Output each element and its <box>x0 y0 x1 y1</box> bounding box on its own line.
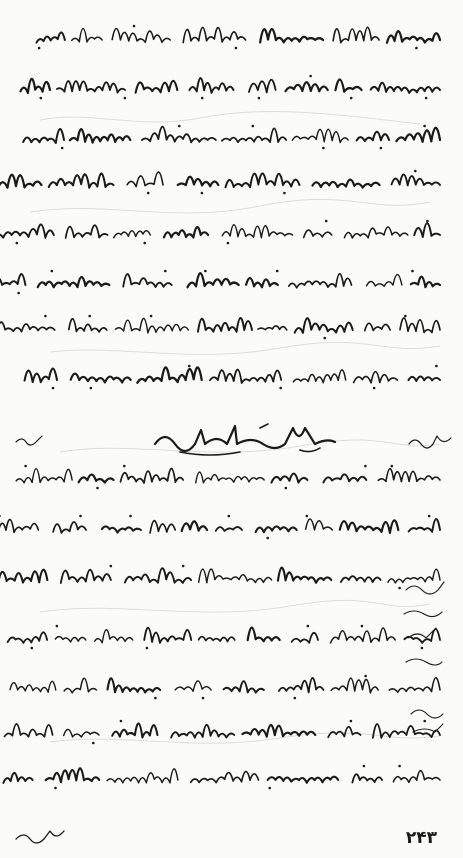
diacritic-dot <box>283 192 286 195</box>
margin-note-left-3 <box>405 700 460 740</box>
handwritten-word <box>136 81 178 93</box>
diacritic-dot <box>307 625 310 628</box>
handwritten-line <box>0 220 440 245</box>
handwritten-word <box>69 319 107 332</box>
diacritic-dot <box>17 292 20 295</box>
diacritic-dot <box>123 465 126 468</box>
handwritten-word <box>268 777 338 783</box>
handwritten-line <box>4 720 440 745</box>
diacritic-dot <box>404 315 407 318</box>
handwritten-word <box>64 729 99 737</box>
handwritten-word <box>3 773 32 783</box>
handwritten-word <box>331 678 378 693</box>
handwritten-word <box>142 127 216 143</box>
diacritic-dot <box>79 515 82 518</box>
handwritten-word <box>0 570 47 583</box>
handwritten-word <box>378 469 440 482</box>
diacritic-dot <box>414 170 417 173</box>
handwritten-word <box>127 172 163 187</box>
handwritten-line <box>10 675 440 700</box>
handwritten-word <box>365 323 390 330</box>
handwritten-word <box>312 180 379 188</box>
handwritten-word <box>328 727 360 737</box>
diacritic-dot <box>322 147 325 150</box>
handwritten-word <box>4 724 52 737</box>
diacritic-dot <box>363 765 366 768</box>
handwritten-word <box>0 322 55 332</box>
handwritten-word <box>171 725 234 738</box>
diacritic-dot <box>425 97 428 100</box>
handwritten-word <box>387 31 440 43</box>
handwritten-word <box>55 637 86 642</box>
handwritten-word <box>323 474 366 482</box>
handwritten-word <box>392 175 440 186</box>
handwritten-word <box>21 79 50 93</box>
handwritten-line <box>0 565 440 590</box>
diacritic-dot <box>306 515 309 518</box>
handwritten-word <box>371 83 440 93</box>
diacritic-dot <box>44 315 47 318</box>
handwritten-word <box>222 128 286 142</box>
handwritten-word <box>120 468 183 483</box>
handwritten-word <box>36 32 64 42</box>
handwritten-word <box>260 29 323 42</box>
handwritten-word <box>183 27 245 42</box>
handwritten-word <box>16 469 72 483</box>
handwritten-word <box>196 472 264 483</box>
diacritic-dot <box>96 487 99 490</box>
handwritten-word <box>0 224 54 237</box>
handwritten-word <box>191 772 259 783</box>
diacritic-dot <box>88 315 91 318</box>
handwritten-word <box>295 318 353 333</box>
handwritten-word <box>409 519 440 532</box>
diacritic-dot <box>147 192 150 195</box>
handwritten-word <box>187 273 238 287</box>
diacritic-dot <box>124 97 127 100</box>
diacritic-dot <box>154 697 157 700</box>
handwritten-word <box>224 681 264 692</box>
diacritic-dot <box>201 192 204 195</box>
diacritic-dot <box>182 565 185 568</box>
handwritten-word <box>256 526 297 532</box>
diacritic-dot <box>258 97 261 100</box>
diacritic-dot <box>411 270 414 273</box>
handwritten-word <box>178 177 219 187</box>
handwritten-word <box>222 225 292 238</box>
handwritten-word <box>114 231 151 238</box>
diacritic-dot <box>350 720 353 723</box>
diacritic-dot <box>54 787 57 790</box>
handwritten-word <box>357 132 389 141</box>
handwritten-word <box>61 570 111 583</box>
diacritic-dot <box>150 315 153 318</box>
diacritic-dot <box>423 125 426 128</box>
handwritten-word <box>25 368 57 382</box>
diacritic-dot <box>24 465 27 468</box>
diacritic-dot <box>415 47 418 50</box>
diacritic-dot <box>435 365 438 368</box>
handwritten-word <box>335 80 361 92</box>
handwritten-word <box>248 628 280 642</box>
handwritten-word <box>112 29 170 43</box>
handwritten-word <box>182 521 207 531</box>
margin-note-left-1 <box>405 430 455 454</box>
handwritten-word <box>292 633 318 643</box>
handwritten-word <box>278 568 331 583</box>
diacritic-dot <box>279 387 282 390</box>
handwritten-word <box>49 173 114 187</box>
handwritten-word <box>57 81 125 93</box>
margin-note-left-2 <box>400 578 460 688</box>
diacritic-dot <box>285 487 288 490</box>
handwritten-word <box>393 771 440 783</box>
handwritten-word <box>79 475 114 483</box>
diacritic-dot <box>309 75 312 78</box>
diacritic-dot <box>398 765 401 768</box>
handwritten-word <box>210 370 281 383</box>
diacritic-dot <box>92 742 95 745</box>
handwritten-word <box>150 521 175 533</box>
diacritic-dot <box>364 465 367 468</box>
handwritten-word <box>411 277 440 288</box>
diacritic-dot <box>164 270 167 273</box>
diacritic-dot <box>426 220 429 223</box>
handwritten-word <box>0 520 38 533</box>
diacritic-dot <box>38 47 41 50</box>
handwritten-word <box>216 527 242 531</box>
handwritten-word <box>0 175 41 188</box>
handwritten-word <box>107 769 178 783</box>
diacritic-dot <box>143 242 146 245</box>
margin-note-right-1 <box>12 430 52 450</box>
handwritten-word <box>279 678 324 693</box>
diacritic-dot <box>133 25 136 28</box>
handwritten-word <box>292 129 348 142</box>
diacritic-dot <box>228 515 231 518</box>
diacritic-dot <box>276 270 279 273</box>
handwritten-word <box>137 367 201 382</box>
handwritten-line <box>0 170 440 195</box>
handwritten-word <box>246 278 278 287</box>
page-number: ۲۴۳ <box>405 828 437 848</box>
handwritten-word <box>8 632 48 643</box>
handwritten-word <box>23 129 64 143</box>
handwritten-line <box>0 515 440 540</box>
handwritten-word <box>304 230 332 237</box>
handwritten-word <box>71 374 131 383</box>
diacritic-dot <box>31 647 34 650</box>
handwritten-line <box>8 625 440 650</box>
handwritten-word <box>66 225 108 238</box>
handwritten-word <box>53 522 86 533</box>
handwritten-word <box>199 637 235 642</box>
handwritten-word <box>367 275 402 287</box>
handwritten-word <box>414 223 440 237</box>
diacritic-dot <box>40 97 43 100</box>
handwritten-word <box>330 628 395 643</box>
surah-heading <box>150 420 340 460</box>
handwritten-word <box>115 318 188 333</box>
handwritten-word <box>285 82 327 91</box>
handwritten-word <box>102 526 141 532</box>
margin-note-bottom <box>12 825 72 847</box>
diacritic-dot <box>146 647 149 650</box>
handwritten-word <box>271 474 307 483</box>
handwritten-word <box>199 569 272 583</box>
handwritten-word <box>46 768 100 782</box>
diacritic-dot <box>323 337 326 340</box>
diacritic-dot <box>15 242 18 245</box>
diacritic-dot <box>56 625 59 628</box>
diacritic-dot <box>235 47 238 50</box>
handwritten-word <box>123 274 171 287</box>
handwritten-line <box>0 315 440 340</box>
handwritten-word <box>164 227 208 237</box>
handwritten-word <box>340 520 398 533</box>
handwritten-word <box>38 277 110 287</box>
handwritten-word <box>400 318 440 333</box>
handwritten-word <box>198 318 252 332</box>
diacritic-dot <box>266 537 269 540</box>
diacritic-dot <box>325 220 328 223</box>
handwritten-word <box>95 630 133 643</box>
handwritten-word <box>333 27 379 42</box>
handwritten-word <box>70 129 130 142</box>
handwritten-word <box>144 628 191 643</box>
diacritic-dot <box>428 515 431 518</box>
handwritten-word <box>175 681 211 691</box>
handwritten-line <box>25 365 440 390</box>
diacritic-dot <box>391 465 394 468</box>
handwritten-word <box>408 376 440 381</box>
handwritten-line <box>3 765 440 790</box>
diacritic-dot <box>52 387 55 390</box>
handwritten-line <box>21 75 440 100</box>
diacritic-dot <box>201 97 204 100</box>
handwritten-word <box>293 370 345 383</box>
handwritten-word <box>341 576 381 582</box>
diacritic-dot <box>129 515 132 518</box>
diacritic-dot <box>227 242 230 245</box>
diacritic-dot <box>90 387 93 390</box>
diacritic-dot <box>120 720 123 723</box>
diacritic-dot <box>51 270 54 273</box>
handwritten-word <box>396 128 440 142</box>
diacritic-dot <box>268 787 271 790</box>
handwritten-word <box>242 725 315 737</box>
diacritic-dot <box>204 270 207 273</box>
diacritic-dot <box>364 675 367 678</box>
handwritten-line <box>16 465 440 490</box>
handwritten-word <box>125 568 191 583</box>
handwritten-word <box>344 227 407 238</box>
diacritic-dot <box>252 125 255 128</box>
diacritic-dot <box>0 515 1 518</box>
handwritten-word <box>189 78 233 93</box>
handwritten-word <box>72 29 102 42</box>
handwritten-word <box>64 678 96 693</box>
handwritten-word <box>107 678 160 692</box>
diacritic-dot <box>61 147 64 150</box>
diacritic-dot <box>178 125 181 128</box>
handwritten-line <box>36 25 440 50</box>
handwritten-word <box>289 274 352 288</box>
handwritten-word <box>112 724 157 738</box>
diacritic-dot <box>350 97 353 100</box>
handwritten-line <box>0 270 440 295</box>
diacritic-dot <box>294 697 297 700</box>
handwritten-word <box>225 173 299 187</box>
diacritic-dot <box>380 147 383 150</box>
handwritten-word <box>354 372 398 383</box>
diacritic-dot <box>202 697 205 700</box>
handwritten-word <box>0 274 25 288</box>
diacritic-dot <box>188 365 191 368</box>
diacritic-dot <box>373 387 376 390</box>
diacritic-dot <box>361 625 364 628</box>
handwritten-word <box>258 326 287 330</box>
handwritten-word <box>306 519 333 530</box>
handwritten-word <box>10 681 56 692</box>
handwritten-word <box>352 774 382 782</box>
diacritic-dot <box>110 565 113 568</box>
handwritten-word <box>249 80 276 93</box>
handwritten-line <box>23 125 440 150</box>
